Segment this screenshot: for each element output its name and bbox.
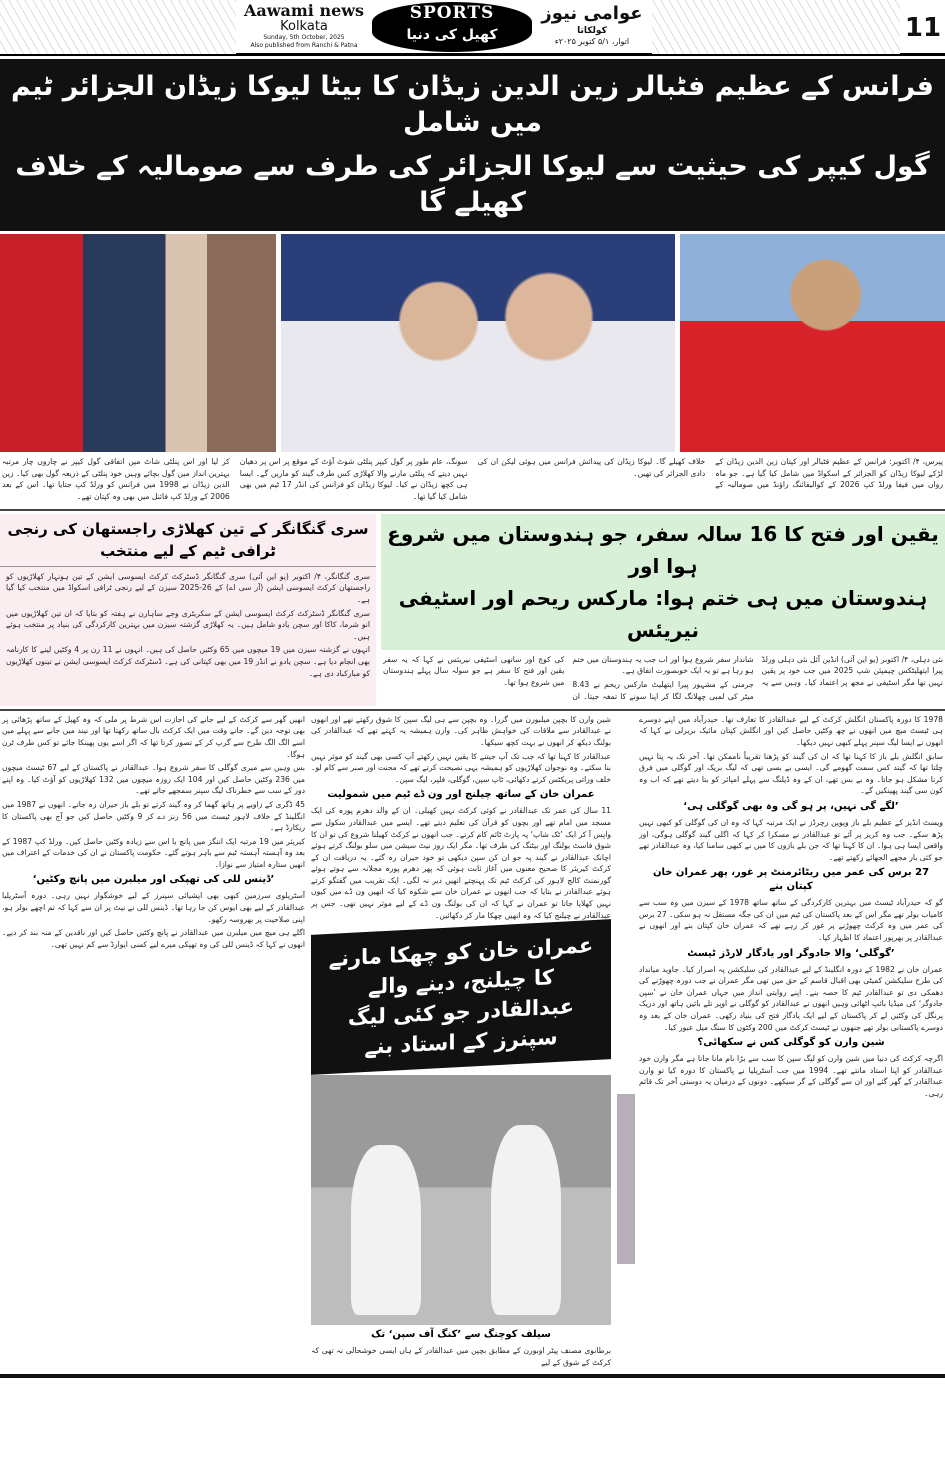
paragraph: سونگ، عام طور پر گول کیپر پنلٹی شوٹ آؤٹ کے موقع پر اس پر دھیان نہیں دیتے کہ پنلٹی مارنے والا کھلاڑی کس طرف گیند کو ماریں گے۔ ایسا ہی کچھ زیڈان نے کیا۔ لیوکا زیڈان کو فرانس کی انڈر 17 ٹیم میں بھی شامل کیا گیا تھا۔ bbox=[239, 457, 468, 501]
masthead-english bbox=[240, 2, 368, 50]
qadir-column-mid-wrap bbox=[311, 714, 611, 1369]
lead-photos bbox=[0, 234, 945, 452]
lead-headline-line1: فرانس کے عظیم فٹبالر زین الدین زیڈان کا بیٹا لیوکا زیڈان الجزائر ٹیم میں شامل bbox=[11, 71, 934, 138]
middle-band bbox=[0, 514, 945, 706]
article-marcus-rehm-headline bbox=[381, 514, 945, 650]
masthead-title-ur: عوامی نیوز bbox=[541, 3, 643, 24]
section-badge bbox=[372, 2, 532, 52]
sports-illustration bbox=[652, 0, 900, 54]
paragraph: انہوں نے گزشتہ سیزن میں 19 میچوں میں 65 وکٹیں حاصل کی ہیں۔ انہوں نے 11 رن پر 4 وکٹیں لینے کا کارنامہ بھی انجام دیا ہے۔ سچن یادو نے انڈر 19 میں بھی کپتانی کی ہے۔ ڈسٹرکٹ کرکٹ ایسوسی ایشن نے تینوں کھلاڑیوں کو مبارکباد دی ہے۔ bbox=[6, 645, 370, 678]
qadir-headline-line2: عبدالقادر جو کئی لیگ سپنرز کے استاد بنے bbox=[347, 994, 575, 1060]
photo-zidane-with-son bbox=[0, 234, 276, 452]
section-title-ur: کھیل کی دنیا bbox=[406, 27, 498, 43]
photo-strip bbox=[617, 1094, 635, 1264]
qadir-column-left-wrap bbox=[2, 714, 305, 1369]
section-title-en: SPORTS bbox=[409, 3, 495, 23]
article-marcus-rehm-body bbox=[381, 650, 945, 706]
footer-rule bbox=[0, 1374, 945, 1378]
paragraph: عمران خان نے 1982 کے دورہ انگلینڈ کے لیے عبدالقادر کی سلیکشن پہ اصرار کیا۔ جاوید میانداد کی طرح سلیکشن کمیٹی بھی اقبال قاسم کے حق میں تھی مگر عمران نے جب دورہ چھوڑنے کی دھمکی دی تو عبدالقادر ٹیم کا حصہ بنے۔ اپنے روایتی انداز میں جہاں عمران خان نے ’سپن جادوگر‘ کی میڈیا بائپ اٹھائی وہیں انھوں نے عبدالقادر کو گوگلی نے اوپر تلے بائیں ہاتھ اور دریک پرنگل کی وکٹیں لے کر پاکستان کے لیے ایک یادگار فتح کی بنیاد رکھی۔ عمران خان کے بعد وہ دوسرے پاکستانی بولر تھے جنھوں نے ٹیسٹ کرکٹ میں 200 وکٹوں کا سنگ میل عبور کیا۔ bbox=[639, 964, 943, 1032]
article-sri-ganganagar bbox=[0, 514, 376, 706]
qadir-column-right-1b bbox=[639, 817, 943, 863]
photo-imran-khan-abdul-qadir bbox=[311, 1075, 611, 1325]
paragraph: عبدالقادر کا کہنا تھا کہ جب تک آپ جیتنے کا یقین نہیں رکھتے آپ کسی بھی گیند کو موثر نہیں بنا سکتے۔ وہ نوجوان کھلاڑیوں کو ہمیشہ یہی نصیحت کرتے تھے کہ محنت اور صبر سے کام لو۔ خلف وراثی پریکٹس کرتے دکھائی، ٹاپ سپن، گوگلی، فلپر، لیگ سپن۔ bbox=[311, 751, 611, 784]
paragraph: شین وارن کا بچپن میلبورن میں گزرا۔ وہ بچپن سے ہی لیگ سپن کا شوق رکھتے تھے اور انھوں نے عبدالقادر سے ملاقات کی خواہش ظاہر کی۔ وارن ہمیشہ یہ کہتے تھے کہ عبدالقادر کی بولنگ دیکھ کر انھوں نے بہت کچھ سیکھا۔ bbox=[311, 714, 611, 747]
qadir-headline-line1: عمران خان کو چھکا مارنے کا چیلنج، دینے والے bbox=[328, 933, 594, 1000]
lead-headline bbox=[0, 59, 945, 231]
masthead-date-ur: اتوار، ۵/۱ کتوبر ۲۰۲۵ء bbox=[554, 37, 630, 46]
qadir-column-right-wrap bbox=[617, 714, 943, 1369]
subheading: سیلف کوچنگ سے ’کنگ آف سپن‘ تک bbox=[371, 1329, 551, 1341]
masthead-city: Kolkata bbox=[280, 19, 328, 34]
paragraph: نئی دہلی، ۴/ اکتوبر (یو این آئی) انڈین آئل نئی دہلی ورلڈ پیرا ایتھلیٹکس چیمپئن شپ 2025 میں جب خود پر یقین نہیں تھا مگر اسٹیفی نے مجھ پر اعتماد کیا۔ وہیں سے یہ شاندار سفر شروع ہوا اور اب جب یہ ہندوستان میں ختم ہو رہا ہے تو یہ ایک خوبصورت اتفاق ہے۔ bbox=[572, 654, 944, 688]
qadir-column-mid-2 bbox=[311, 805, 611, 921]
paragraph: اگلے ہی میچ میں میلبرن میں عبدالقادر نے پانچ وکٹیں حاصل کیں اور ناقدین کے منہ بند کر دیے۔ انھوں نے کہا کہ ڈینس للی کی وہ تھپکی میرے لیے کسی ایوارڈ سے کم نہیں تھی۔ bbox=[2, 928, 305, 949]
paragraph: اگرچہ کرکٹ کی دنیا میں شین وارن کو لیگ سپن کا سب سے بڑا نام مانا جاتا ہے مگر وارن خود عبدالقادر کو اپنا استاد مانتے تھے۔ 1994 میں جب آسٹریلیا نے پاکستان کا دورہ کیا تو وارن عبدالقادر کے گھر گئے اور ان سے گوگلی کے گر سیکھے۔ دونوں کے درمیان یہ دوستی آخر تک قائم رہی۔ bbox=[639, 1054, 943, 1098]
masthead-date: Sunday, 5th October, 2025 bbox=[263, 34, 345, 41]
subheading: عمران خان کے ساتھ چیلنج اور ون ڈے ٹیم میں شمولیت bbox=[327, 789, 595, 801]
paragraph: آسٹریلوی سرزمین کبھی بھی ایشیائی سپنرز کے لیے خوشگوار نہیں رہی۔ دورہ آسٹریلیا عبدالقادر کے لیے بھی ایوس کن جا رہا تھا۔ ڈینس للی نے نیٹ پر ان سے کہا کہ تم اچھے بولر ہو، اپنی صلاحیت پر بھروسہ رکھو۔ bbox=[2, 891, 305, 924]
masthead-title: Aawami news bbox=[243, 1, 365, 20]
subheading: ’لگے گی نہیں، پر ہو گی وہ بھی گوگلی ہی‘ bbox=[683, 800, 899, 812]
paragraph: کر لیا اور اس پنلٹی شاٹ میں اتفاقی گول کیپر نے چاروں چار مرتبہ بہترین انداز میں گول بچائے وہیں خود پنلٹی کے ذریعہ گول بھی کیا۔ زین الدین زیڈان نے 1998 میں فرانس کو ورلڈ کپ جتایا تھا۔ اس کے بعد 2006 کے ورلڈ کپ فائنل میں بھی وہ کپتان تھے۔ bbox=[2, 457, 230, 501]
article-headline: سری گنگانگر کے تین کھلاڑی راجستھان کی رنجی ٹرافی ٹیم کے لیے منتخب bbox=[0, 514, 376, 567]
paragraph: 45 ڈگری کے زاویے پر ہاتھ گھما کر وہ گیند کرتے تو بلے باز حیران رہ جاتے۔ انھوں نے 1987 میں انگلینڈ کے خلاف لاہور ٹیسٹ میں 56 رنز دے کر 9 وکٹیں حاصل کیں جو آج بھی پاکستان کا ریکارڈ ہے۔ bbox=[2, 799, 306, 833]
qadir-column-left bbox=[2, 714, 305, 871]
divider bbox=[0, 709, 945, 711]
subheading: 27 برس کی عمر میں ریٹائرمنٹ پر غور، پھر عمران خان کپتان بنے bbox=[652, 867, 930, 893]
qadir-column-right-3 bbox=[639, 964, 943, 1034]
qadir-column-bottom: برطانوی مصنف پیٹر اوبورن کے مطابق بچپن میں عبدالقادر کے ہاں ایسی خوشحالی نہ تھی کہ کرکٹ کے شوق کے لیے bbox=[311, 1346, 611, 1367]
page-number: 11 bbox=[904, 13, 942, 43]
lead-article-body bbox=[0, 452, 945, 506]
article-headline-line2: ہندوستان میں ہی ختم ہوا: مارکس ریحم اور اسٹیفی نیریئس bbox=[398, 585, 928, 642]
paragraph: بس وہیں سے میری گوگلی کا سفر شروع ہوا۔ عبدالقادر نے پاکستان کے لیے 67 ٹیسٹ میچوں میں 236 وکٹیں حاصل کیں اور 104 ایک روزہ میچوں میں 132 کھلاڑیوں کو آؤٹ کیا۔ وہ اپنے دور کے سب سے خطرناک لیگ سپنر سمجھے جاتے تھے۔ bbox=[2, 763, 305, 796]
masthead-editions: Also published from Ranchi & Patna bbox=[250, 42, 358, 49]
masthead-urdu bbox=[536, 2, 648, 47]
sports-illustration bbox=[0, 0, 236, 54]
paragraph: سری گنگانگر ڈسٹرکٹ کرکٹ ایسوسی ایشن کے سکریٹری وجے ساہارن نے ہفتہ کو بتایا کہ ان تین کھلاڑیوں میں انو شرما، کاکا اور سچن یادو شامل ہیں۔ یہ کھلاڑی گزشتہ سیزن میں بہترین کارکردگی کی بنیاد پر منتخب ہوئے ہیں۔ bbox=[6, 608, 370, 641]
divider bbox=[0, 509, 945, 511]
subheading: ’گوگلی‘ والا جادوگر اور یادگار لارڈز ٹیسٹ bbox=[687, 947, 895, 959]
paragraph: انھیں گھر سے کرکٹ کے لیے جانے کی اجازت اس شرط پر ملی کہ وہ کھیل کے ساتھ پڑھائی پر بھی توجہ دیں گے۔ جانے وقت میں ایک کرکٹ بال ساتھ رکھتا تھا اور نیند میں جانے سے پہلے میں اسے الگ الگ طرح سے گرپ کر کے تصور کرتا تھا کہ اگر اسے یوں پھینکا جائے تو کس طرف ٹرن ہوگا۔ bbox=[2, 714, 305, 759]
article-body bbox=[0, 567, 376, 685]
masthead-city-ur: کولکاتا bbox=[577, 26, 607, 36]
paragraph: کیریئر میں 19 مرتبہ ایک اننگز میں پانچ یا اس سے زیادہ وکٹیں حاصل کیں۔ ورلڈ کپ 1987 کے بعد وہ آہستہ آہستہ ٹیم سے باہر ہوتے گئے۔ حکومت پاکستان نے ان کی خدمات کے اعتراف میں انھیں ستارہ امتیاز سے نوازا۔ bbox=[2, 836, 305, 869]
qadir-column-right bbox=[639, 714, 943, 797]
qadir-column-left-2 bbox=[2, 890, 305, 950]
qadir-headline bbox=[311, 919, 611, 1075]
article-marcus-rehm bbox=[381, 514, 945, 706]
photo-luca-and-zinedine-zidane bbox=[281, 234, 675, 452]
subheading: شین وارن کو گوگلی کس نے سکھائی؟ bbox=[697, 1037, 885, 1049]
paragraph: ویسٹ انڈیز کے عظیم بلے باز ویوین رچرڈز نے ایک مرتبہ کہا کہ وہ ان کی گوگلی کو کبھی نہیں پڑھ سکے۔ جب وہ کریز پر آئے تو عبدالقادر نے مسکرا کر کہا کہ اگلی گیند گوگلی ہوگی، اور واقعی ایسا ہی ہوا۔ ان کا کہنا تھا کہ جن بلے بازوں کا میں نے کبھی سامنا کیا، وہ عبدالقادر تھے جو کئی بار مجھے الجھائے رکھتے تھے۔ bbox=[639, 817, 943, 862]
paragraph: سابق انگلش بلے باز کا کہنا تھا کہ ان کی گیند کو پڑھنا تقریباً ناممکن تھا۔ آخر تک یہ پتا نہیں چلتا تھا کہ گیند کس سمت گھومے گی۔ ایسی بے بسی تھی کہ لیگ بریک اور گوگلی میں فرق کرنا مشکل ہو جاتا۔ وہ بے بس تھے، ان کے وہ ڈیلنگ سے پہلے امپائر کو بتا دیتے تھے کہ اب وہ کون سی گیند پھینکیں گے۔ bbox=[639, 751, 943, 796]
paragraph: پیرس، ۴/ اکتوبر: فرانس کے عظیم فٹبالر اور کپتان زین الدین زیڈان کے لڑکے لیوکا زیڈان کو الجزائر کے اسکواڈ میں شامل کیا گیا ہے۔ جو ماہ رواں میں فیفا ورلڈ کپ 2026 کے کوالیفائنگ راؤنڈ میں صومالیہ کے خلاف کھیلے گا۔ لیوکا زیڈان کی پیدائش فرانس میں ہوئی لیکن ان کی دادی الجزائر کی تھیں۔ bbox=[477, 457, 944, 490]
paragraph: 11 سال کی عمر تک عبدالقادر نے کوئی کرکٹ نہیں کھیلی۔ ان کے والد دھرم پورہ کی ایک مسجد میں امام تھے اور بچوں کو قرآن کی تعلیم دیتے تھے۔ ایسے میں عبدالقادر سکول سے واپس آ کر ایک ’ٹک شاپ‘ پہ پارٹ ٹائم کام کرتے۔ جب انھوں نے کرکٹ کھیلنا شروع کی تو ان کا شوق فاسٹ بولنگ اور بیٹنگ کی طرف تھا۔ مگر ایک روز نیٹ سیشن میں سلو بولنگ کرتے ہوئے اچانک عبدالقادر نے گیند پہ جو ان کن سپن دیکھی تو خود حیران رہ گئے۔ یہ دریافت ان کے کرکٹ کیریئر کا صحیح معنوں میں آغاز ثابت ہوئی کہ پھر دھرم پورہ مجلانہ سے ہوتے ہوئے گورنمنٹ کالج لاہور کی کرکٹ ٹیم تک پہنچتے انھیں دیر نہ لگی۔ ایک تقریب میں گفتگو کرتے ہوئے عبدالقادر نے بتایا کہ جب انھوں نے عمران خان سے شکوہ کیا کہ انھیں ون ڈے میں کیوں نہیں کھلایا جاتا تو عمران نے کہا کہ ان کی بولنگ ون ڈے کے لیے موثر نہیں تھی۔ جس پر عبدالقادر نے چیلنج کیا کہ وہ انھیں چھکا مار کر دکھائیں۔ bbox=[311, 806, 611, 920]
masthead bbox=[0, 0, 945, 56]
photo-luca-zidane-goalkeeper bbox=[680, 234, 945, 452]
lead-headline-line2: گول کیپر کی حیثیت سے لیوکا الجزائر کی طرف سے صومالیہ کے خلاف کھیلے گا bbox=[15, 151, 930, 218]
qadir-column-mid bbox=[311, 714, 611, 786]
paragraph: سری گنگانگر، ۴/ اکتوبر (یو این آئی) سری گنگانگر ڈسٹرکٹ کرکٹ ایسوسی ایشن کے تین ہونہار کھلاڑیوں کو راجستھان کرکٹ ایسوسی ایشن (آر سی اے) کے 26-2025 سیزن کے لیے رنجی ٹرافی اسکواڈ میں منتخب کیا گیا ہے۔ bbox=[6, 571, 371, 605]
subheading: ’ڈینس للی کی تھپکی اور میلبرن میں پانچ وکٹیں‘ bbox=[32, 874, 275, 886]
qadir-column-right-2 bbox=[639, 897, 943, 943]
paragraph: جرمنی کے مشہور پیرا ایتھلیٹ مارکس ریحم نے 8.43 میٹر کی لمبی چھلانگ لگا کر اپنا سونے کا تمغہ جیتا۔ ان کی کوچ اور ساتھی اسٹیفی نیریئس نے کہا کہ یہ سفر یقین اور فتح کا سفر ہے جو سولہ سال پہلے ہندوستان میں شروع ہوا تھا۔ bbox=[383, 654, 754, 701]
qadir-column-right-4 bbox=[639, 1053, 943, 1099]
paragraph: 1978 کا دورہ پاکستان انگلش کرکٹ کے لیے عبدالقادر کا تعارف تھا۔ حیدرآباد میں اپنے دوسرے ہی ٹیسٹ میچ میں انھوں نے چھ وکٹیں حاصل کیں اور انگلش کپتان مائیک بریرلی نے کہا کہ انھوں نے ایسا لیگ سپنر پہلے کبھی نہیں دیکھا۔ bbox=[639, 714, 943, 747]
article-abdul-qadir bbox=[0, 714, 945, 1369]
article-headline-line1: یقین اور فتح کا 16 سالہ سفر، جو ہندوستان میں شروع ہوا اور bbox=[387, 521, 939, 578]
paragraph: گو کہ حیدرآباد ٹیسٹ میں بہترین کارکردگی کے ساتھ ساتھ 1978 کے سیزن میں وہ سب سے کامیاب بولر تھے مگر اس کے بعد پاکستان کی ٹیم میں ان کی جگہ مستقل نہ ہو سکی۔ 27 برس کی عمر میں وہ کرکٹ چھوڑنے پر غور کر رہے تھے کہ عمران خان کپتان بنے اور انھوں نے عبدالقادر پر بھرپور اعتماد کا اظہار کیا۔ bbox=[639, 898, 943, 943]
